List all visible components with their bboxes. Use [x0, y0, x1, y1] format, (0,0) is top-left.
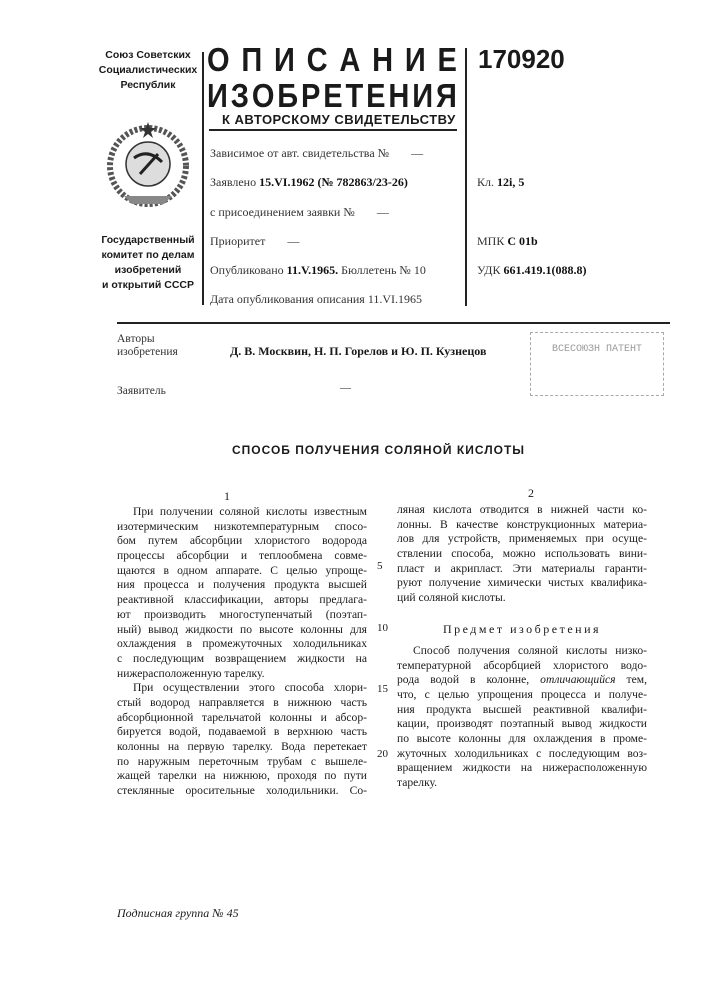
divider	[117, 322, 670, 324]
org-line: Социалистических	[88, 63, 208, 78]
title-letter: Т	[346, 80, 364, 112]
org-line: комитет по делам	[88, 248, 208, 263]
patent-page	[0, 0, 707, 1000]
title-letter: Я	[436, 80, 457, 112]
class-mpk	[477, 234, 538, 249]
org-line: и открытий СССР	[88, 278, 208, 293]
title-letter: Н	[372, 44, 393, 76]
title-letter: О	[207, 44, 230, 76]
class-kl	[477, 175, 524, 190]
text-line: лов для устройств, применяемых при осуще-	[397, 532, 647, 547]
org-line: изобретений	[88, 263, 208, 278]
text-line: Способ получения соляной кислоты низко-	[397, 644, 647, 659]
org-line: Государственный	[88, 233, 208, 248]
text-line: пласт и акрипласт. Эти материалы гаранти-	[397, 562, 647, 577]
text-line: При получении соляной кислоты известным	[117, 505, 367, 520]
author-names: Д. В. Москвин, Н. П. Горелов и Ю. П. Кузнецов	[230, 344, 486, 359]
document-title: СПОСОБ ПОЛУЧЕНИЯ СОЛЯНОЙ КИСЛОТЫ	[0, 443, 707, 457]
label: Заявлено	[210, 175, 256, 189]
org-top	[88, 48, 208, 93]
text-line: При осуществлении этого способа хлори-	[117, 681, 367, 696]
value: C 01b	[507, 234, 537, 248]
title-letter: А	[339, 44, 360, 76]
label: Опубликовано	[210, 263, 284, 277]
claim-heading: Предмет изобретения	[397, 620, 647, 644]
title-line-1-wrap	[207, 44, 457, 76]
title-letter: Н	[388, 80, 409, 112]
label: МПК	[477, 234, 504, 248]
text-line: процессы абсорбции и теплообмена совме-	[117, 549, 367, 564]
text-line: ляная кислота отводится в нижней части ко-	[397, 503, 647, 518]
label: Зависимое от авт. свидетельства №	[210, 146, 389, 160]
line-number: 10	[377, 622, 388, 634]
text-line: ния продукта высшей реактивной квалифи-	[397, 703, 647, 718]
text: тем,	[616, 673, 647, 686]
column-number: 2	[528, 486, 534, 501]
text-line	[397, 673, 647, 688]
text-line: щаются в одном аппарате. С целью упроще-	[117, 564, 367, 579]
text-line: охлаждения в промежуточных холодильниках	[117, 637, 367, 652]
title-letter: С	[307, 44, 328, 76]
footer-subscription: Подписная группа № 45	[117, 906, 239, 921]
text-line: бом путем абсорбции хлористого водорода	[117, 534, 367, 549]
field-published	[210, 263, 426, 278]
org-line: Республик	[88, 78, 208, 93]
value: —	[287, 234, 299, 248]
ussr-emblem-icon	[104, 118, 192, 210]
title-letter: П	[241, 44, 262, 76]
subtitle: К АВТОРСКОМУ СВИДЕТЕЛЬСТВУ	[222, 112, 456, 127]
italic-text: отличающийся	[540, 673, 615, 686]
text-line: что, с целью упрощения процесса и получе-	[397, 688, 647, 703]
divider	[465, 48, 467, 306]
text-line: жуточных холодильниках с последующим воз-	[397, 747, 647, 762]
value: 12i, 5	[497, 175, 524, 189]
column-2	[397, 503, 647, 791]
library-stamp: ВСЕСОЮЗН ПАТЕНТ	[530, 332, 664, 396]
title-letter: И	[412, 80, 433, 112]
text-line: тарелку.	[397, 776, 647, 791]
title-letter: И	[405, 44, 426, 76]
title-letter: Е	[366, 80, 385, 112]
applicant-label: Заявитель	[117, 385, 166, 397]
text-line: температурной абсорбцией хлористого водо-	[397, 659, 647, 674]
title-letter: З	[231, 80, 249, 112]
field-dependent	[210, 146, 423, 161]
title-letter: О	[252, 80, 275, 112]
line-number: 5	[377, 560, 383, 572]
column-1	[117, 505, 367, 799]
applicant-value: —	[340, 382, 351, 394]
text-line: бируется водой, подаваемой в верхнюю часть	[117, 725, 367, 740]
text-line: по высоте колонны для охлаждения в проме-	[397, 732, 647, 747]
title-line-2-wrap	[207, 80, 457, 112]
text-line: ный) вывод жидкости по высоте колонны для	[117, 623, 367, 638]
column-number: 1	[224, 489, 230, 504]
title-line-1	[207, 44, 457, 76]
text-line: ния процесса и получения продукта высшей	[117, 578, 367, 593]
text-line: с последующим возвращением жидкости на	[117, 652, 367, 667]
divider	[209, 129, 457, 131]
value: —	[377, 205, 389, 219]
title-letter: Е	[438, 44, 457, 76]
field-joined	[210, 205, 389, 220]
text-line: руют получение химически чистых квалифика-	[397, 576, 647, 591]
class-udk	[477, 263, 586, 278]
title-letter: Р	[301, 80, 320, 112]
value: —	[411, 146, 423, 160]
text: рода водой в колонне,	[397, 673, 540, 686]
patent-number: 170920	[478, 44, 565, 75]
text-line: ций соляной кислоты.	[397, 591, 647, 606]
text-line: вращением жидкости на нижерасположенную	[397, 761, 647, 776]
text-line: ствлении способа, можно использовать вини-	[397, 547, 647, 562]
org-line: Союз Советских	[88, 48, 208, 63]
text-line: ют производить многоступенчатый (поэтап-	[117, 608, 367, 623]
authors-label	[117, 333, 178, 359]
text-line: кации, производят поэтапный вывод жидкости	[397, 717, 647, 732]
line-number: 20	[377, 748, 388, 760]
field-filed	[210, 175, 408, 190]
title-line-2	[207, 80, 457, 112]
text-line: лонны. В качестве конструкционных материа-	[397, 518, 647, 533]
text-line: колонны на первую тарелку. Вода перетекает	[117, 740, 367, 755]
text-line: изотермическим низкотемпературным спосо-	[117, 520, 367, 535]
label: с присоединением заявки №	[210, 205, 355, 219]
text-line: реактивной классификации, авторы предлага-	[117, 593, 367, 608]
field-priority	[210, 234, 299, 249]
value: 661.419.1(088.8)	[503, 263, 586, 277]
value: 11.V.1965.	[287, 263, 338, 277]
text-line: по наружным переточным трубам с вышеле-	[117, 755, 367, 770]
title-letter: Е	[323, 80, 342, 112]
text-line: стеклянные оросительные холодильники. Со-	[117, 784, 367, 799]
bulletin: Бюллетень № 10	[341, 263, 426, 277]
label-line: Авторы	[117, 333, 178, 346]
label-line: изобретения	[117, 346, 178, 359]
org-bottom	[88, 233, 208, 293]
label: Кл.	[477, 175, 494, 189]
text-line: жащей тарелки на нижнюю, проходя по пути	[117, 769, 367, 784]
value: 15.VI.1962 (№ 782863/23-26)	[259, 175, 408, 189]
field-desc-date: Дата опубликования описания 11.VI.1965	[210, 292, 422, 307]
label: Приоритет	[210, 234, 265, 248]
label: УДК	[477, 263, 500, 277]
text-line: нижерасположенную тарелку.	[117, 667, 367, 682]
text-line: стый водород направляется в нижнюю часть	[117, 696, 367, 711]
text-line: абсорбционной тарельчатой колонны и абсор-	[117, 711, 367, 726]
title-letter: И	[274, 44, 295, 76]
divider	[202, 52, 204, 305]
line-number: 15	[377, 683, 388, 695]
title-letter: Б	[277, 80, 298, 112]
title-letter: И	[207, 80, 228, 112]
